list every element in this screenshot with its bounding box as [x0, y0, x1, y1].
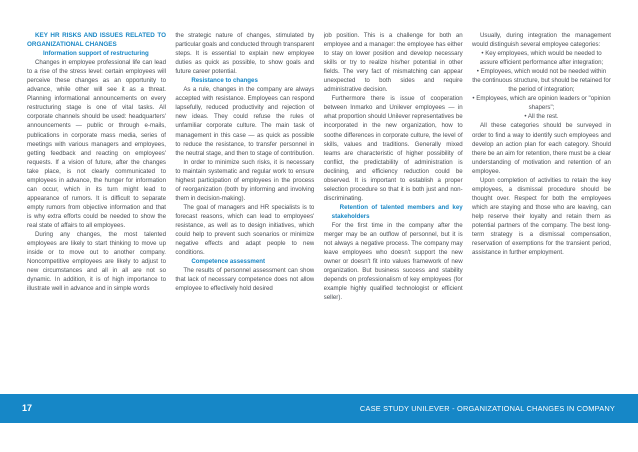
bullet-item: • All the rest.: [524, 113, 559, 121]
footer-title: CASE STUDY UNILEVER - ORGANIZATIONAL CHANGES IN COMPANY: [359, 404, 615, 413]
subsection-heading: Resistance to changes: [191, 77, 258, 85]
body-paragraph: During any changes, the most talented employees are likely to start thinking to move up inside or to move out to another company. Noncompetitive employees are likely to adjust to new circumstances and all in all are not so dynamic. In addition, it is of high importance to illustrate well in advance and in simple words: [27, 231, 166, 293]
body-paragraph: Usually, during integration the management would distinguish several employee categories:: [471, 32, 611, 49]
bullet-item: • Employees, which are opinion leaders or "opinion shapers";: [472, 95, 611, 112]
body-paragraph: Upon completion of activities to retain the key employees, a dismissal procedure should be thought over. Respect for both the employees which are staying and those who are leaving, can help reserve their loyalty and retain them as potential partners of the company. The best long-term strategy is a dismissal compensation, reservation of exemptions for the transient period, assistance in further employment.: [471, 176, 611, 257]
section-heading: KEY HR RISKS AND ISSUES RELATED TO ORGANIZATIONAL CHANGES: [27, 32, 166, 49]
column-4: [472, 31, 611, 391]
bullet-item: • Employees, which would not be needed within the continuous structure, but should be retained for the period of integration;: [472, 68, 611, 94]
subsection-heading: Retention of talented members and key stakeholders: [331, 203, 463, 220]
body-paragraph: job position. This is a challenge for both an employee and a manager: the employee has either to stay on lower position and develop necessary skills or try to realize his/her potential in other fields. The very fact of mismatching can appear unexpected to both sides and require administrative decision.: [323, 32, 463, 94]
page-number: 17: [22, 403, 33, 413]
column-2: [175, 31, 314, 391]
column-3: [324, 31, 463, 391]
bullet-item: • Key employees, which would be needed to assure efficient performance after integration;: [479, 50, 604, 67]
body-paragraph: All these categories should be surveyed in order to find a way to identify such employees and develop an action plan for each category. Should there be an aim for retention, there must be a clear understanding of motivation and retention of an employee.: [471, 122, 611, 175]
body-paragraph: As a rule, changes in the company are always accepted with resistance. Employees can respond lapsefully, reduced productivity and rejection of new ideas. They could refuse the rules of unfamiliar corporate culture. The main task of management in this case — as quick as possible to reduce the resistance, to transfer personnel in the neutral stage, and then to stage of contribution.: [175, 86, 315, 157]
text-columns: [27, 31, 611, 391]
body-paragraph: The goal of managers and HR specialists is to forecast reasons, which can lead to employees' resistance, as well as to design initiatives, which could help to prevent such scenarios or minimize negative effects and adapt people to new conditions.: [175, 203, 315, 257]
body-paragraph: In order to minimize such risks, it is necessary to maintain systematic and regular work to ensure highest participation of employees in the process of reorganization (both by informing and involving them in decision-making).: [175, 158, 315, 202]
body-paragraph: Changes in employee professional life can lead to a rise of the stress level: certain employees will perceive these changes as an opportunity to advance, while other will see it as a threat. Planning informational announcements on every restructuring stage is one of vital tasks. All corporate channels should be used: headquarters' announcements — public or through e-mails, publications in corporate mass media, series of meetings with various managers and employees, getting feedback and reacting on employees' requests. If a vision of future, after the changes take place, is not clearly communicated to employees in advance, the hunger for information can occur, which in its turn might lead to appearance of rumors. It is difficult to separate empty rumors from objective information and that is why extra efforts could be needed to show the real state of affairs to all employees.: [27, 59, 166, 229]
body-paragraph: For the first time in the company after the merger may be an outflow of personnel, but it is not always a negative process. The company may leave employees who doesn't support the new owner or doesn't fit into values framework of new organization. But business success and stability depends on professionalism of key employees (for example highly qualified technologist or efficient seller).: [323, 221, 463, 302]
column-1: [27, 31, 166, 391]
subsection-heading: Competence assessment: [191, 258, 266, 266]
body-paragraph: The results of personnel assessment can show that lack of necessary competence does not allow employee to effectively hold desired: [175, 267, 315, 293]
footer-bar: [0, 394, 638, 423]
subsection-heading: Information support of restructuring: [43, 50, 149, 58]
body-paragraph: Furthermore there is issue of cooperation between Inmarko and Unilever employees — in what proportion should Unilever representatives be incorporated in the new organization, how to soothe differences in corporate culture, the level of skills, values and traditions. Generally mixed teams are characteristic of higher possibility of conflict, the predictability of administration is declining, and efficiency reduction could be observed. It is important to establish a proper selection procedure so that it is both just and non-discriminating.: [323, 95, 463, 202]
body-paragraph: the strategic nature of changes, stimulated by particular goals and conducted through transparent steps. It is essential to explain new employee duties as quick as possible, to show goals and future career potential.: [175, 32, 315, 76]
